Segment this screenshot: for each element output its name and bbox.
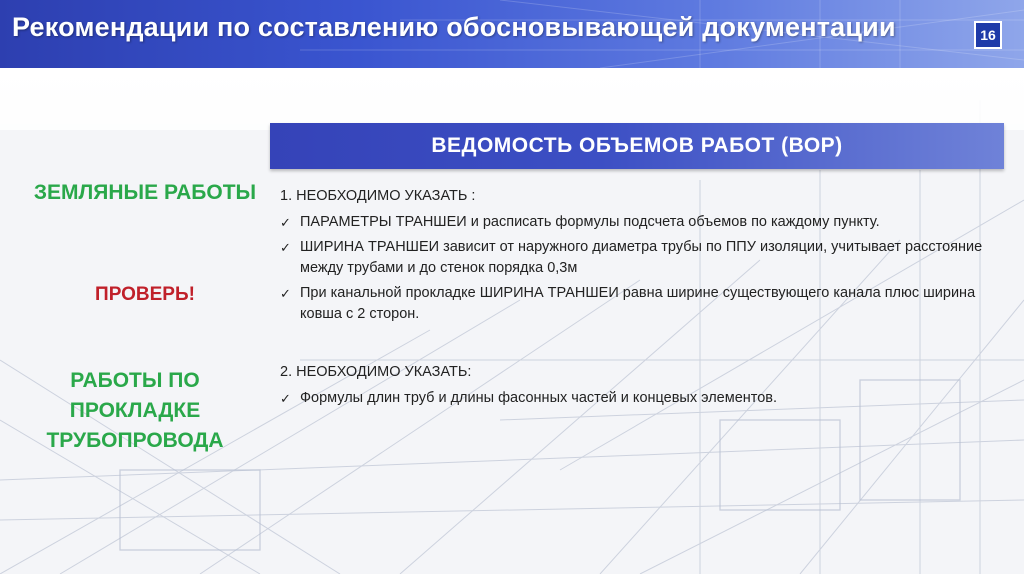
section-title: ВЕДОМОСТЬ ОБЪЕМОВ РАБОТ (ВОР) — [431, 134, 843, 157]
page-number-badge: 16 — [974, 21, 1002, 49]
list-item — [280, 283, 1000, 325]
label-pipeline-line-2: ПРОКЛАДКЕ — [69, 399, 201, 422]
label-pipeline-line-1: РАБОТЫ ПО — [70, 369, 200, 392]
list-item-text: При канальной прокладке ШИРИНА ТРАНШЕИ равна ширине существующего канала плюс ширина ковша с 2 сторон. — [300, 285, 976, 322]
section-title-bar — [270, 123, 1004, 169]
list-item-text: ПАРАМЕТРЫ ТРАНШЕИ и расписать формулы подсчета объемов по каждому пункту. — [300, 214, 880, 230]
check-icon: ✓ — [280, 240, 291, 255]
block2-heading: 2. НЕОБХОДИМО УКАЗАТЬ: — [280, 364, 472, 380]
list-item — [280, 388, 1000, 409]
label-earthworks: ЗЕМЛЯНЫЕ РАБОТЫ — [33, 181, 257, 204]
label-pipeline-works — [30, 366, 240, 456]
content-area — [280, 186, 1000, 413]
label-pipeline-line-3: ТРУБОПРОВОДА — [46, 429, 224, 452]
block1-heading: 1. НЕОБХОДИМО УКАЗАТЬ : — [280, 188, 476, 204]
list-item — [280, 212, 1000, 233]
check-icon: ✓ — [280, 391, 291, 406]
label-check: ПРОВЕРЬ! — [95, 284, 195, 305]
page-title: Рекомендации по составлению обосновывающей документации — [12, 12, 896, 42]
list-item-text: Формулы длин труб и длины фасонных частей и концевых элементов. — [300, 390, 778, 406]
list-item — [280, 237, 1000, 279]
check-icon: ✓ — [280, 215, 291, 230]
block-spacer — [280, 329, 1000, 362]
check-icon: ✓ — [280, 286, 291, 301]
header-underlay — [0, 68, 1024, 130]
header-bar — [0, 0, 1024, 68]
list-item-text: ШИРИНА ТРАНШЕИ зависит от наружного диаметра трубы по ППУ изоляции, учитывает расстояние между трубами и до стенок порядка 0,3м — [300, 239, 983, 276]
